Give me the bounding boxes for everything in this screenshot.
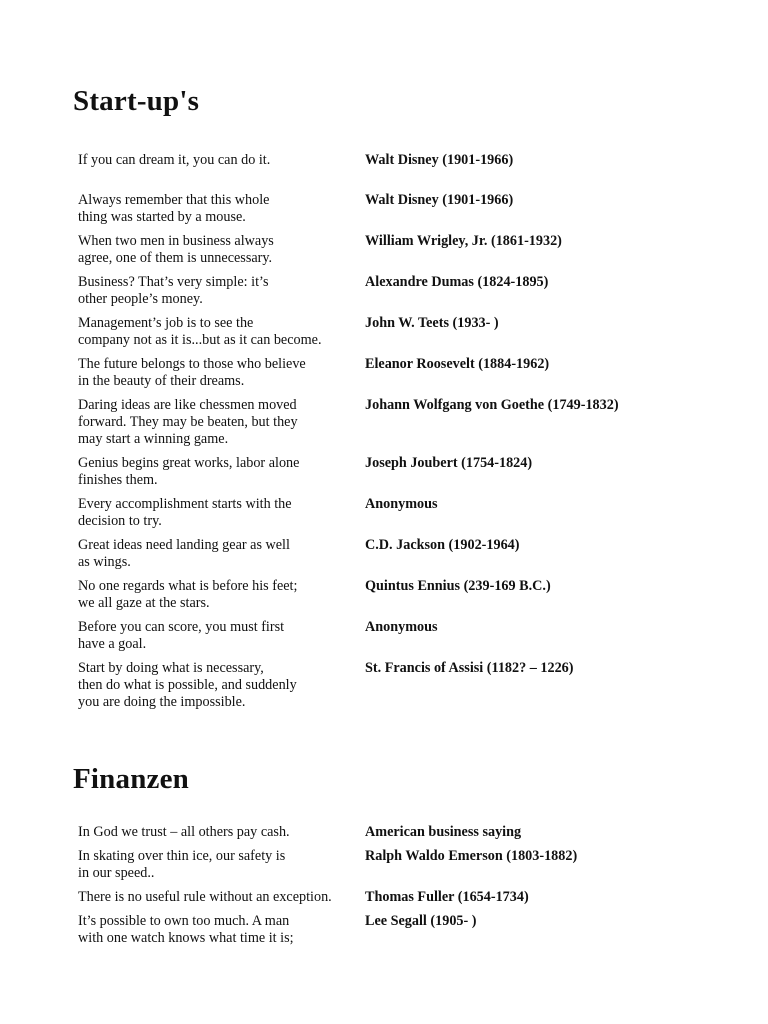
quote-author: Thomas Fuller (1654-1734) — [365, 889, 529, 905]
quote-text: In God we trust – all others pay cash. — [78, 824, 290, 840]
quote-row — [78, 152, 698, 169]
quote-text: It’s possible to own too much. A man with one watch knows what time it is; — [78, 913, 294, 946]
quote-author: Lee Segall (1905- ) — [365, 913, 477, 929]
quote-row — [78, 356, 698, 390]
quote-text: Genius begins great works, labor alone finishes them. — [78, 455, 300, 488]
quote-row — [78, 848, 698, 882]
quote-list-finanzen — [78, 824, 698, 947]
quote-text: If you can dream it, you can do it. — [78, 152, 271, 168]
quote-text: Daring ideas are like chessmen moved forward. They may be beaten, but they may start a winning game. — [78, 397, 298, 447]
quote-text: Business? That’s very simple: it’s other people’s money. — [78, 274, 269, 307]
quote-row — [78, 660, 698, 711]
quote-row — [78, 397, 698, 448]
quote-text: When two men in business always agree, one of them is unnecessary. — [78, 233, 274, 266]
quote-row — [78, 455, 698, 489]
quote-author: Eleanor Roosevelt (1884-1962) — [365, 356, 550, 372]
quote-row — [78, 824, 698, 841]
section-title-finanzen: Finanzen — [73, 763, 189, 795]
quote-author: Joseph Joubert (1754-1824) — [365, 455, 533, 471]
quote-author: John W. Teets (1933- ) — [365, 315, 499, 331]
quote-author: Ralph Waldo Emerson (1803-1882) — [365, 848, 578, 864]
quote-author: Walt Disney (1901-1966) — [365, 192, 514, 208]
quote-text: Always remember that this whole thing was started by a mouse. — [78, 192, 270, 225]
quote-author: Johann Wolfgang von Goethe (1749-1832) — [365, 397, 619, 413]
quote-author: Anonymous — [365, 496, 438, 512]
quote-row — [78, 578, 698, 612]
section-title-startups: Start-up's — [73, 85, 200, 117]
quote-text: There is no useful rule without an exception. — [78, 889, 332, 905]
quote-author: William Wrigley, Jr. (1861-1932) — [365, 233, 562, 249]
quote-row — [78, 537, 698, 571]
quote-text: Great ideas need landing gear as well as wings. — [78, 537, 290, 570]
quote-list-startups — [78, 152, 698, 711]
quote-row — [78, 315, 698, 349]
quote-author: Quintus Ennius (239-169 B.C.) — [365, 578, 551, 594]
quote-row — [78, 233, 698, 267]
quote-author: Alexandre Dumas (1824-1895) — [365, 274, 549, 290]
quote-author: Walt Disney (1901-1966) — [365, 152, 514, 168]
quote-row — [78, 913, 698, 947]
quote-row — [78, 192, 698, 226]
quote-text: Before you can score, you must first have a goal. — [78, 619, 285, 652]
quote-author: C.D. Jackson (1902-1964) — [365, 537, 520, 553]
quote-row — [78, 889, 698, 906]
quote-text: The future belongs to those who believe in the beauty of their dreams. — [78, 356, 306, 389]
quote-author: St. Francis of Assisi (1182? – 1226) — [365, 660, 574, 676]
quote-text: No one regards what is before his feet; we all gaze at the stars. — [78, 578, 298, 611]
quote-text: In skating over thin ice, our safety is in our speed.. — [78, 848, 286, 881]
quote-row — [78, 619, 698, 653]
quote-row — [78, 274, 698, 308]
quote-author: American business saying — [365, 824, 522, 840]
quote-text: Every accomplishment starts with the decision to try. — [78, 496, 292, 529]
quote-text: Management’s job is to see the company not as it is...but as it can become. — [78, 315, 322, 348]
quote-text: Start by doing what is necessary, then do what is possible, and suddenly you are doing the impossible. — [78, 660, 297, 710]
quote-row — [78, 496, 698, 530]
quote-author: Anonymous — [365, 619, 438, 635]
